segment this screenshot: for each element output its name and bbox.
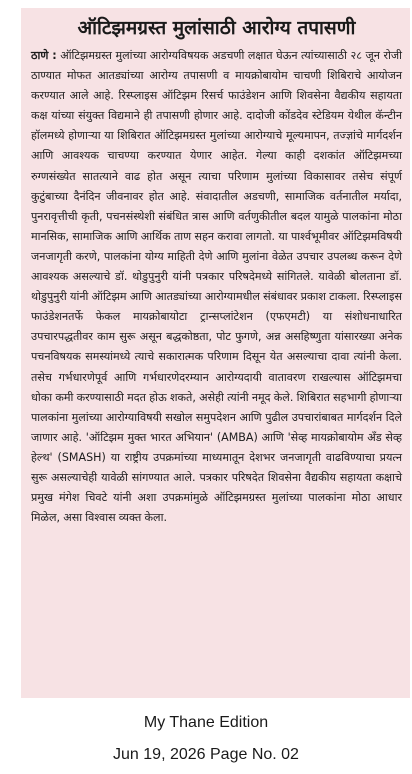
- news-clipping: [21, 8, 410, 698]
- article-dateline: ठाणे :: [31, 49, 57, 62]
- article-body: [31, 46, 402, 528]
- article-headline: ऑटिझमग्रस्त मुलांसाठी आरोग्य तपासणी: [77, 17, 356, 39]
- article-text: ऑटिझमग्रस्त मुलांच्या आरोग्यविषयक अडचणी लक्षात घेऊन त्यांच्यासाठी २८ जून रोजी ठाण्यात मोफत आतड्यांच्या आरोग्य तपासणी व मायक्रोबायोम चाचणी शिबिराचे आयोजन करण्यात आले आहे. रिस्प्लाइस ऑटिझम रिसर्च फाउंडेशन आणि शिवसेना वैद्यकीय सहायता कक्ष यांच्या संयुक्त विद्यमाने ही तपासणी होणार आहे. दादोजी कोंडदेव स्टेडियम येथील कॅन्टीन हॉलमध्ये होणाऱ्या या शिबिरात ऑटिझमग्रस्त मुलांच्या आरोग्याचे मूल्यमापन, तज्ज्ञांचे मार्गदर्शन आणि आवश्यक चाचण्या करण्यात येणार आहेत. गेल्या काही दशकांत ऑटिझमच्या रुग्णसंख्येत सातत्याने वाढ होत असून त्याचा परिणाम मुलांच्या विकासावर तसेच संपूर्ण कुटुंबाच्या दैनंदिन जीवनावर होत आहे. संवादातील अडचणी, सामाजिक वर्तनातील मर्यादा, पुनरावृत्तीची कृती, पचनसंस्थेशी संबंधित त्रास आणि वर्तणुकीतील बदल यामुळे पालकांना मोठा मानसिक, सामाजिक आणि आर्थिक ताण सहन करावा लागतो. या पार्श्वभूमीवर ऑटिझमविषयी जनजागृती करणे, पालकांना योग्य माहिती देणे आणि मुलांना वेळेत उपचार उपलब्ध करून देणे आवश्यक असल्याचे डॉ. थोडुपुनुरी यांनी पत्रकार परिषदेमध्ये सांगितले. यावेळी बोलताना डॉ. थोडुपुनुरी यांनी ऑटिझम आणि आतड्यांच्या आरोग्यामधील संबंधावर प्रकाश टाकला. रिस्प्लाइस फाउंडेशनतर्फे फेकल मायक्रोबायोटा ट्रान्सप्लांटेशन (एफएमटी) या संशोधनाधारित उपचारपद्धतीवर काम सुरू असून बद्धकोष्ठता, पोट फुगणे, अन्न असहिष्णुता यांसारख्या अनेक पचनविषयक समस्यांमध्ये त्याचे सकारात्मक परिणाम दिसून येत असल्याचा दावा त्यांनी केला. तसेच गर्भधारणेपूर्व आणि गर्भधारणेदरम्यान आरोग्यदायी वातावरण राखल्यास ऑटिझमचा धोका कमी करण्यासाठी मदत होऊ शकते, असेही त्यांनी नमूद केले. शिबिरात सहभागी होणाऱ्या पालकांना मुलांच्या आरोग्याविषयी सखोल समुपदेशन आणि पुढील उपचारांबाबत मार्गदर्शन दिले जाणार आहे. 'ऑटिझम मुक्त भारत अभियान' (AMBA) आणि 'सेव्ह मायक्रोबायोम अँड सेव्ह हेल्थ' (SMASH) या राष्ट्रीय उपक्रमांच्या माध्यमातून देशभर जनजागृती वाढविण्याचा प्रयत्न सुरू असल्याचेही यावेळी सांगण्यात आले. पत्रकार परिषदेत शिवसेना वैद्यकीय सहायता कक्षाचे प्रमुख मंगेश चिवटे यांनी अशा उपक्रमांमुळे ऑटिझमग्रस्त मुलांच्या पालकांना मोठा आधार मिळेल, असा विश्वास व्यक्त केला.: [31, 49, 403, 525]
- date-page-label: Jun 19, 2026 Page No. 02: [113, 746, 299, 763]
- edition-label: My Thane Edition: [143, 714, 269, 731]
